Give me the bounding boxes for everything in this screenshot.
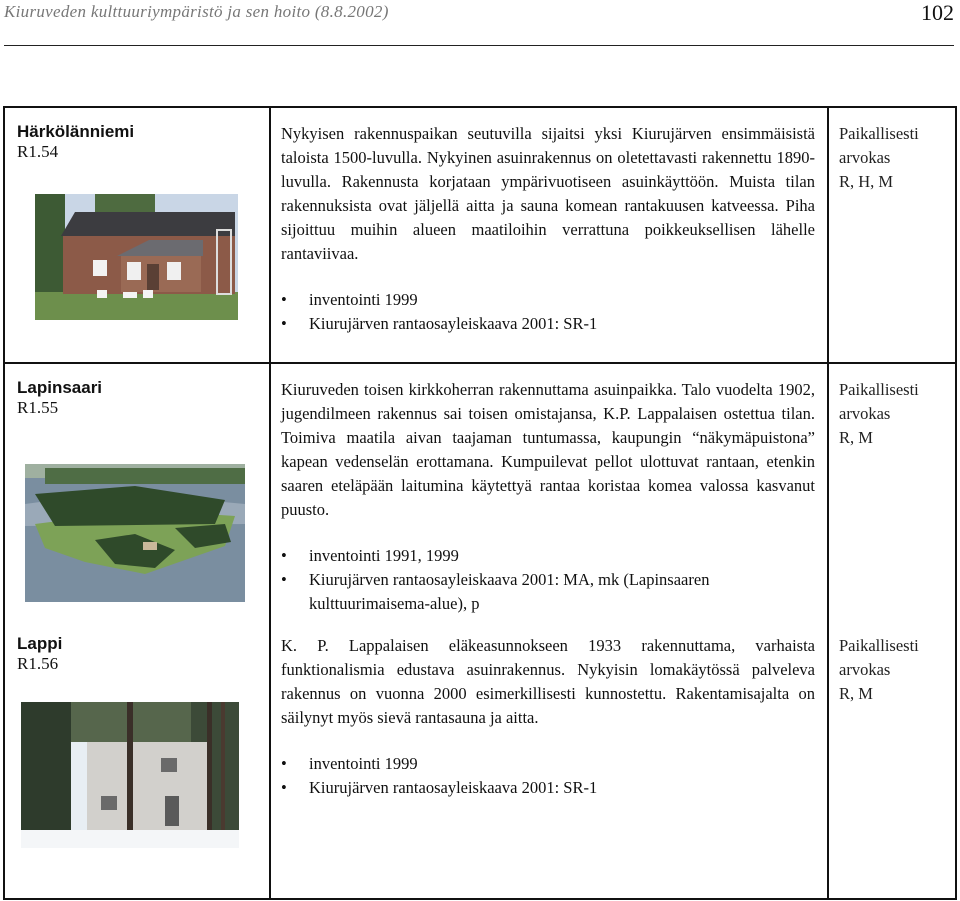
site-description: K. P. Lappalaisen eläkeasunnokseen 1933 rakennuttama, varhaista funktionalismia edustava asuinrakennus. Nykyisin lomakäytössä palveleva rakennus on vuonna 2000 esimerkillisesti kunnostettu. Rakentamisajalta on säilynyt myös sievä rantasauna ja aitta. (281, 636, 815, 727)
value-label: Paikallisesti (839, 636, 919, 655)
column-divider (827, 108, 829, 898)
value-classes: R, M (839, 428, 873, 447)
value-label: arvokas (839, 148, 891, 167)
site-name: Lapinsaari (17, 378, 103, 397)
value-label: arvokas (839, 404, 891, 423)
site-code: R1.55 (17, 398, 59, 417)
table-row (17, 122, 134, 162)
site-description: Kiuruveden toisen kirkkoherran rakennuttama asuinpaikka. Talo vuodelta 1902, jugendilmeen rakennus sai toisen omistajansa, K.P. Lappalaisen ostettua tilan. Toimiva maatila aivan taajaman tuntumassa, kaupungin “näkymäpuistona” kapean vedenselän erottamana. Kumpuilevat pellot ulottuvat rantaan, etenkin saaren eteläpään laitumina käytettyä rantaa koristaa komea valossa kasvanut puusto. (281, 380, 815, 519)
heritage-table (3, 106, 957, 900)
page-header-title: Kiuruveden kulttuuriympäristö ja sen hoito (8.8.2002) (4, 2, 389, 21)
value-rating (839, 122, 919, 194)
value-classes: R, M (839, 684, 873, 703)
photo-functionalist-house (21, 702, 239, 848)
reference-list (281, 752, 815, 800)
value-classes: R, H, M (839, 172, 894, 191)
table-row (17, 634, 62, 674)
value-label: Paikallisesti (839, 124, 919, 143)
reference-list (281, 288, 815, 336)
site-name: Härkölänniemi (17, 122, 135, 141)
photo-farmhouse (35, 194, 238, 320)
column-divider (269, 108, 271, 898)
page-number: 102 (921, 0, 954, 25)
reference-item: • inventointi 1999 (281, 752, 815, 776)
value-label: arvokas (839, 660, 891, 679)
header-rule (4, 45, 954, 46)
value-rating (839, 378, 919, 450)
value-label: Paikallisesti (839, 380, 919, 399)
reference-item: • inventointi 1999 (281, 288, 815, 312)
site-description: Nykyisen rakennuspaikan seutuvilla sijaitsi yksi Kiurujärven ensimmäisistä taloista 1500-luvulla. Nykyinen asuinrakennus on oletettavasti rakennettu 1890-luvulla. Rakennusta korjataan ympärivuotiseen asuinkäyttöön. Muista tilan rakennuksista ovat jäljellä aitta ja sauna komean rantakuusen katveessa. Piha sijoittuu muihin alueen maatiloihin verrattuna poikkeuksellisen lähelle rantaviivaa. (281, 124, 815, 263)
reference-item: • Kiurujärven rantaosayleiskaava 2001: SR-1 (281, 312, 815, 336)
photo-aerial-island (25, 464, 245, 602)
table-row (17, 378, 102, 418)
site-name: Lappi (17, 634, 63, 653)
reference-list (281, 544, 815, 616)
reference-item: • Kiurujärven rantaosayleiskaava 2001: SR-1 (281, 776, 815, 800)
value-rating (839, 634, 919, 706)
reference-item: • Kiurujärven rantaosayleiskaava 2001: MA, mk (Lapinsaaren kulttuurimaisema-alue), p (281, 568, 815, 616)
site-code: R1.56 (17, 654, 59, 673)
row-divider (5, 362, 955, 364)
site-code: R1.54 (17, 142, 59, 161)
reference-item: • inventointi 1991, 1999 (281, 544, 815, 568)
